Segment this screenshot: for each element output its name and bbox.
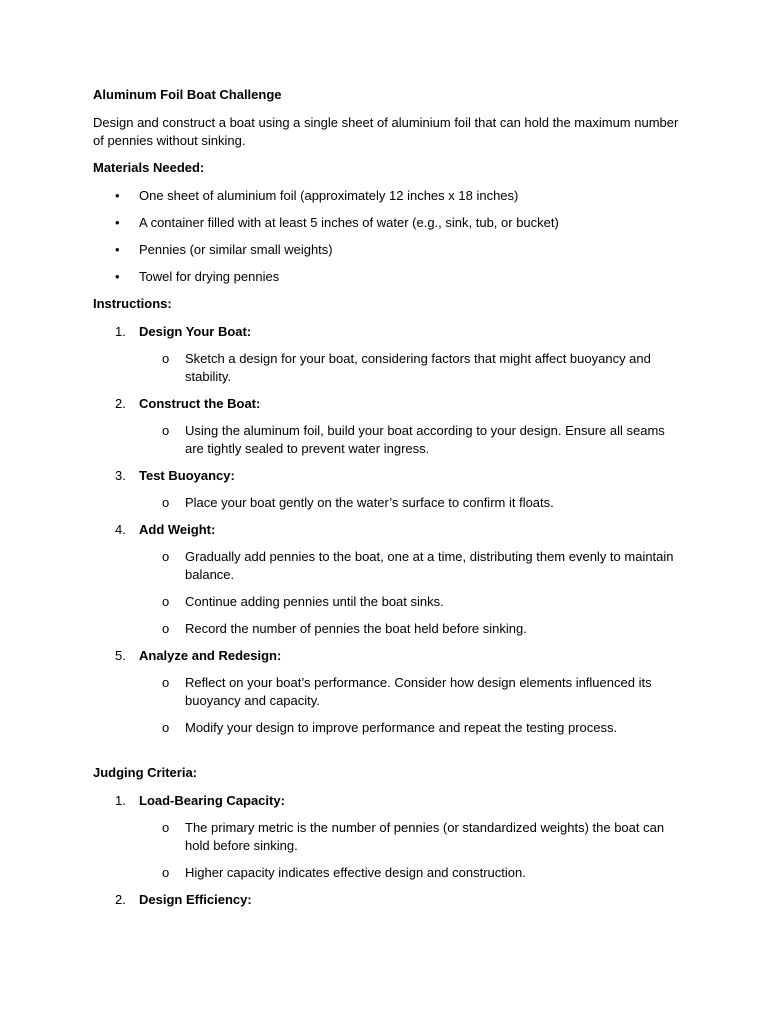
sub-bullet-marker: o — [162, 820, 170, 835]
instructions-list — [93, 323, 683, 737]
sub-list-item — [93, 422, 683, 458]
criterion-title: Load-Bearing Capacity: — [139, 793, 285, 808]
bullet-marker: • — [115, 215, 120, 230]
step-item — [93, 395, 683, 413]
criterion-title: Design Efficiency: — [139, 892, 252, 907]
sub-bullet-marker: o — [162, 351, 170, 366]
judging-list — [93, 792, 683, 909]
sub-item-text: Record the number of pennies the boat held before sinking. — [185, 621, 527, 636]
sub-bullet-marker: o — [162, 423, 170, 438]
blank-line — [93, 746, 683, 764]
step-number: 1. — [115, 324, 126, 339]
step-title: Design Your Boat: — [139, 324, 252, 339]
materials-heading: Materials Needed: — [93, 160, 205, 175]
list-item — [93, 268, 683, 286]
sub-item-text: Gradually add pennies to the boat, one at a time, distributing them evenly to maintain balance. — [185, 549, 674, 582]
step-title: Construct the Boat: — [139, 396, 261, 411]
list-item — [93, 187, 683, 205]
step-item — [93, 647, 683, 665]
sub-list-item — [93, 864, 683, 882]
sub-bullet-marker: o — [162, 865, 170, 880]
list-item-text: A container filled with at least 5 inches of water (e.g., sink, tub, or bucket) — [139, 215, 559, 230]
step-title: Test Buoyancy: — [139, 468, 235, 483]
step-title: Analyze and Redesign: — [139, 648, 282, 663]
sub-item-text: The primary metric is the number of pennies (or standardized weights) the boat can hold before sinking. — [185, 820, 665, 853]
sub-list-item — [93, 819, 683, 855]
document-page — [93, 86, 683, 918]
list-item-text: Towel for drying pennies — [139, 269, 280, 284]
criterion-number: 2. — [115, 892, 126, 907]
criterion-number: 1. — [115, 793, 126, 808]
sub-list-item — [93, 494, 683, 512]
sub-item-text: Reflect on your boat’s performance. Consider how design elements influenced its buoyancy and capacity. — [185, 675, 652, 708]
criterion-item — [93, 792, 683, 810]
list-item-text: Pennies (or similar small weights) — [139, 242, 333, 257]
step-number: 4. — [115, 522, 126, 537]
criterion-item — [93, 891, 683, 909]
sub-bullet-marker: o — [162, 720, 170, 735]
sub-list-item — [93, 674, 683, 710]
materials-list — [93, 187, 683, 286]
sub-list-item — [93, 548, 683, 584]
bullet-marker: • — [115, 242, 120, 257]
sub-list-item — [93, 620, 683, 638]
sub-list-item — [93, 350, 683, 386]
step-item — [93, 323, 683, 341]
intro-paragraph: Design and construct a boat using a single sheet of aluminium foil that can hold the maximum number of pennies without sinking. — [93, 115, 679, 148]
sub-item-text: Sketch a design for your boat, considering factors that might affect buoyancy and stability. — [185, 351, 651, 384]
step-item — [93, 521, 683, 539]
sub-item-text: Continue adding pennies until the boat sinks. — [185, 594, 444, 609]
step-number: 5. — [115, 648, 126, 663]
instructions-heading: Instructions: — [93, 296, 172, 311]
sub-item-text: Modify your design to improve performance and repeat the testing process. — [185, 720, 618, 735]
bullet-marker: • — [115, 269, 120, 284]
sub-item-text: Place your boat gently on the water’s surface to confirm it floats. — [185, 495, 554, 510]
list-item — [93, 241, 683, 259]
sub-list-item — [93, 719, 683, 737]
sub-bullet-marker: o — [162, 621, 170, 636]
list-item-text: One sheet of aluminium foil (approximately 12 inches x 18 inches) — [139, 188, 519, 203]
step-item — [93, 467, 683, 485]
step-number: 3. — [115, 468, 126, 483]
list-item — [93, 214, 683, 232]
step-number: 2. — [115, 396, 126, 411]
sub-bullet-marker: o — [162, 495, 170, 510]
sub-bullet-marker: o — [162, 594, 170, 609]
step-title: Add Weight: — [139, 522, 216, 537]
judging-heading: Judging Criteria: — [93, 765, 198, 780]
sub-bullet-marker: o — [162, 549, 170, 564]
sub-item-text: Using the aluminum foil, build your boat according to your design. Ensure all seams are tightly sealed to prevent water ingress. — [185, 423, 665, 456]
sub-item-text: Higher capacity indicates effective design and construction. — [185, 865, 526, 880]
sub-bullet-marker: o — [162, 675, 170, 690]
document-title: Aluminum Foil Boat Challenge — [93, 87, 282, 102]
bullet-marker: • — [115, 188, 120, 203]
sub-list-item — [93, 593, 683, 611]
